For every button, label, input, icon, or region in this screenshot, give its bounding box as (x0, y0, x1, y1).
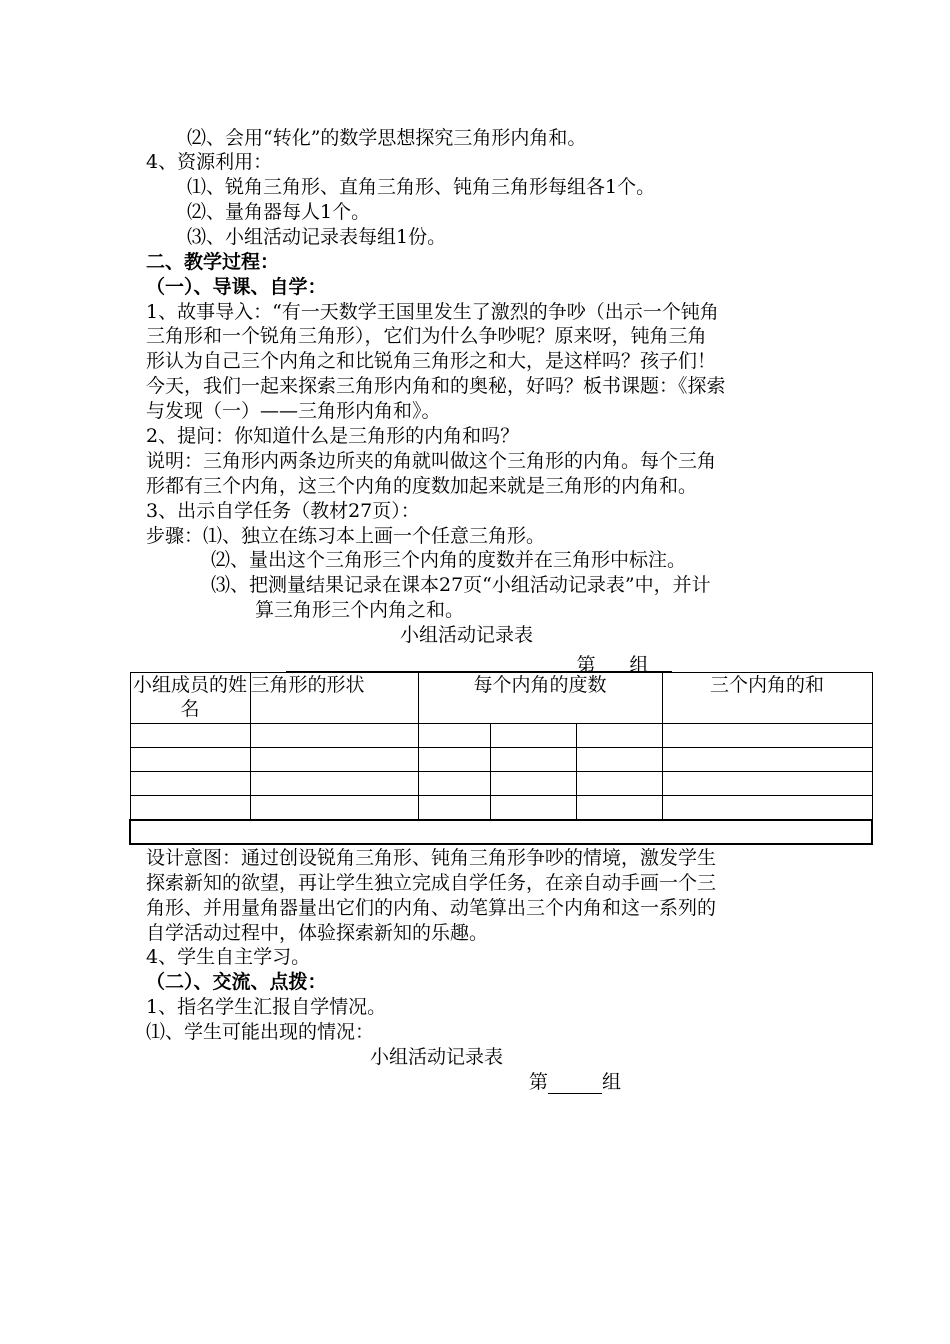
cell-name[interactable] (130, 772, 250, 796)
cell-angle-2[interactable] (490, 748, 576, 772)
cell-sum[interactable] (662, 724, 872, 748)
header-triangle-shape: 三角形的形状 (250, 673, 418, 724)
section-heading-process: 二、教学过程： (146, 251, 280, 273)
design-intent-line-4: 自学活动过程中，体验探索新知的乐趣。 (146, 922, 489, 944)
header-angle-degrees: 每个内角的度数 (418, 673, 662, 724)
task-heading: 3、出示自学任务（教材27页）： (146, 500, 420, 522)
cell-sum[interactable] (662, 748, 872, 772)
cell-name[interactable] (130, 748, 250, 772)
table2-group-suffix: 组 (602, 1071, 622, 1093)
table2-title: 小组活动记录表 (370, 1046, 504, 1068)
story-line-5: 与发现（一）——三角形内角和》。 (146, 400, 441, 422)
story-line-2: 三角形和一个锐角三角形），它们为什么争吵呢？原来呀，钝角三角 (146, 325, 707, 347)
cell-shape[interactable] (250, 724, 418, 748)
subsection-heading-1: （一）、导课、自学： (146, 276, 327, 298)
cell-shape[interactable] (250, 772, 418, 796)
report-line: 1、指名学生汇报自学情况。 (146, 996, 387, 1018)
step-3: ⑶、把测量结果记录在课本27页“小组活动记录表”中，并计 (211, 574, 711, 596)
activity-record-table (129, 672, 873, 845)
resources-heading: 4、资源利用： (146, 151, 273, 173)
design-intent-line-3: 角形、并用量角器量出它们的内角、动笔算出三个内角和这一系列的 (146, 897, 717, 919)
resource-item-3: ⑶、小组活动记录表每组1份。 (187, 226, 447, 248)
table1-title: 小组活动记录表 (400, 624, 534, 646)
cell-name[interactable] (130, 724, 250, 748)
objective-line-2: ⑵、会用“转化”的数学思想探究三角形内角和。 (187, 127, 587, 149)
story-line-3: 形认为自己三个内角之和比锐角三角形之和大，是这样吗？孩子们！ (146, 350, 717, 372)
group-name-blank (286, 653, 566, 672)
table-row (130, 772, 872, 796)
header-angle-sum: 三个内角的和 (662, 673, 872, 724)
table-row (130, 724, 872, 748)
resource-item-2: ⑵、量角器每人1个。 (187, 201, 371, 223)
group-prefix: 第 (566, 653, 606, 672)
story-line-1: 1、故事导入：“有一天数学王国里发生了激烈的争吵（出示一个钝角 (146, 301, 719, 323)
table1-group-label (286, 648, 672, 676)
resource-item-1: ⑴、锐角三角形、直角三角形、钝角三角形每组各1个。 (187, 176, 656, 198)
cell-angle-3[interactable] (576, 724, 662, 748)
cell-name[interactable] (130, 796, 250, 821)
design-intent-line-2: 探索新知的欲望，再让学生独立完成自学任务，在亲自动手画一个三 (146, 872, 717, 894)
explanation-line-2: 形都有三个内角，这三个内角的度数加起来就是三角形的内角和。 (146, 475, 698, 497)
cell-angle-2[interactable] (490, 772, 576, 796)
table-row (130, 796, 872, 821)
step-1: 步骤：⑴、独立在练习本上画一个任意三角形。 (146, 525, 546, 547)
group-suffix: 组 (606, 653, 672, 672)
table-footer-row (130, 820, 872, 844)
table-row (130, 748, 872, 772)
cell-angle-3[interactable] (576, 748, 662, 772)
cell-angle-3[interactable] (576, 772, 662, 796)
cell-angle-1[interactable] (418, 748, 490, 772)
cell-angle-3[interactable] (576, 796, 662, 821)
cell-angle-1[interactable] (418, 772, 490, 796)
cell-angle-1[interactable] (418, 796, 490, 821)
explanation-line-1: 说明：三角形内两条边所夹的角就叫做这个三角形的内角。每个三角 (146, 450, 717, 472)
cell-sum[interactable] (662, 796, 872, 821)
story-line-4: 今天，我们一起来探索三角形内角和的奥秘，好吗？板书课题：《探索 (146, 375, 726, 397)
table2-group-label (529, 1070, 621, 1094)
header-member-name: 小组成员的姓名 (130, 673, 250, 724)
cell-angle-2[interactable] (490, 796, 576, 821)
self-study-line: 4、学生自主学习。 (146, 946, 311, 968)
question-line: 2、提问：你知道什么是三角形的内角和吗？ (146, 425, 520, 447)
table2-group-blank (548, 1075, 602, 1094)
subsection-heading-2: （二）、交流、点拨： (146, 971, 327, 993)
cell-sum[interactable] (662, 772, 872, 796)
possible-situation-line: ⑴、学生可能出现的情况： (146, 1021, 375, 1043)
cell-angle-1[interactable] (418, 724, 490, 748)
step-3-cont: 算三角形三个内角之和。 (255, 599, 465, 621)
cell-angle-2[interactable] (490, 724, 576, 748)
cell-shape[interactable] (250, 796, 418, 821)
step-2: ⑵、量出这个三角形三个内角的度数并在三角形中标注。 (211, 549, 687, 571)
table2-group-prefix: 第 (529, 1071, 549, 1093)
cell-footer (130, 820, 872, 844)
design-intent-line-1: 设计意图：通过创设锐角三角形、钝角三角形争吵的情境，激发学生 (146, 847, 717, 869)
cell-shape[interactable] (250, 748, 418, 772)
